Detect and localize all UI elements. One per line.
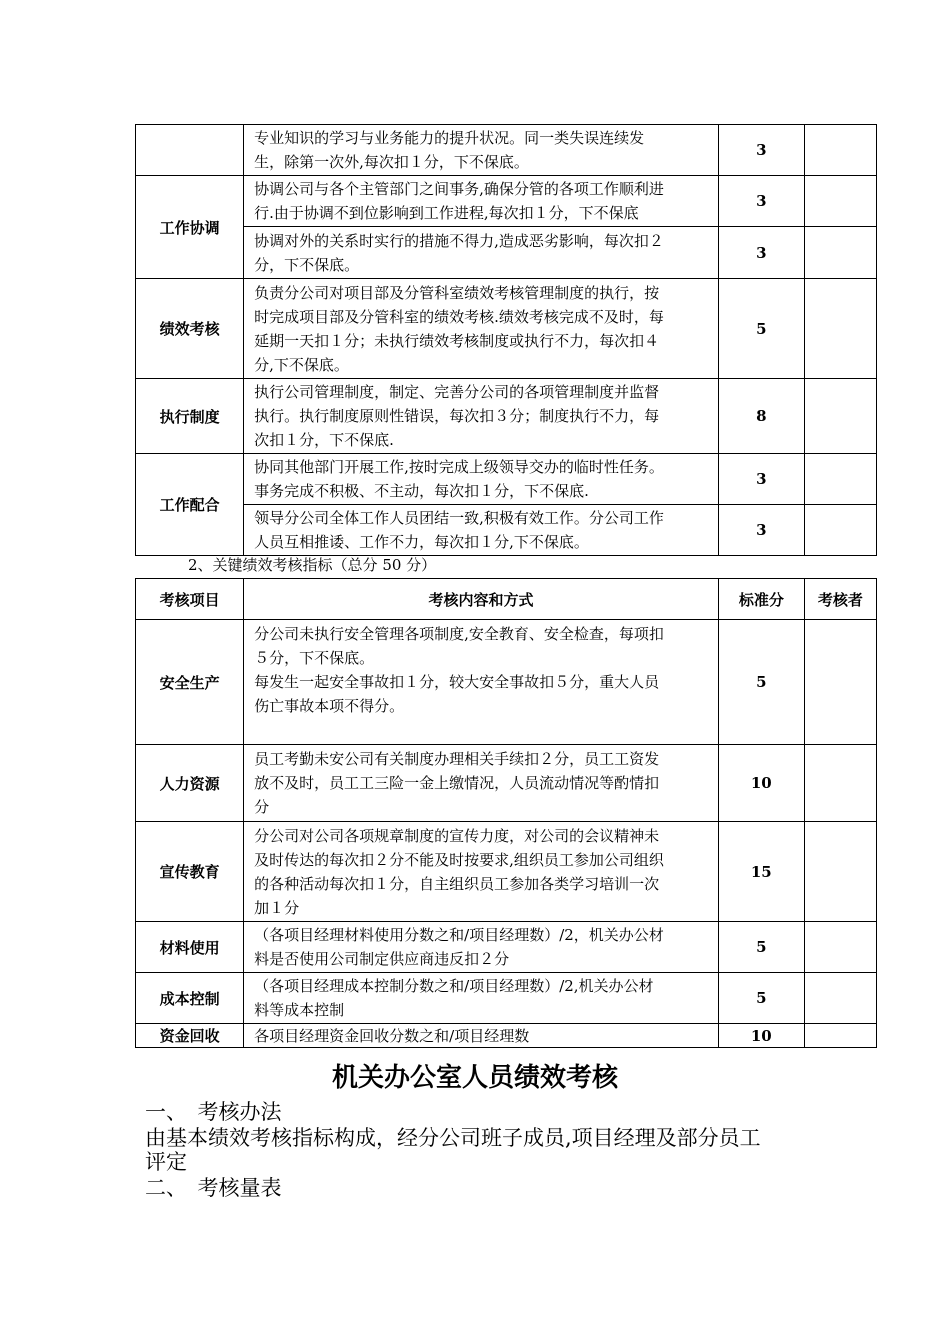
basic-indicator-table [135, 124, 877, 556]
assessor-cell [804, 227, 876, 279]
category-cell [136, 125, 244, 176]
header-assessor: 考核者 [804, 579, 876, 620]
header-project: 考核项目 [136, 579, 244, 620]
score-cell: 5 [718, 973, 804, 1024]
content-cell: 领导分公司全体工作人员团结一致,积极有效工作。分公司工作 人员互相推诿、工作不力，每次扣１分,下不保底。 [244, 505, 719, 556]
table-row [136, 125, 877, 176]
assessor-cell [804, 922, 876, 973]
category-cell: 绩效考核 [136, 279, 244, 379]
category-cell: 执行制度 [136, 379, 244, 454]
score-cell: 15 [718, 822, 804, 922]
table-row [136, 922, 877, 973]
score-cell: 3 [718, 125, 804, 176]
table-row [136, 505, 877, 556]
assessor-cell [804, 822, 876, 922]
table-row [136, 454, 877, 505]
table-row [136, 822, 877, 922]
category-cell: 人力资源 [136, 745, 244, 822]
table-row [136, 227, 877, 279]
assessor-cell [804, 379, 876, 454]
category-cell: 成本控制 [136, 973, 244, 1024]
assessor-cell [804, 973, 876, 1024]
section-title: 机关办公室人员绩效考核 [331, 1063, 618, 1093]
table-row [136, 1024, 877, 1048]
score-cell: 3 [718, 176, 804, 227]
score-cell: 5 [718, 620, 804, 745]
content-cell: （各项目经理成本控制分数之和/项目经理数）/2,机关办公材 料等成本控制 [244, 973, 719, 1024]
category-cell: 安全生产 [136, 620, 244, 745]
assessor-cell [804, 279, 876, 379]
table-row [136, 620, 877, 745]
score-cell: 10 [718, 1024, 804, 1048]
category-cell: 工作配合 [136, 454, 244, 556]
table-row [136, 176, 877, 227]
table-row [136, 745, 877, 822]
header-content: 考核内容和方式 [244, 579, 719, 620]
assessor-cell [804, 125, 876, 176]
content-cell: 协同其他部门开展工作,按时完成上级领导交办的临时性任务。 事务完成不积极、不主动，每次扣１分，下不保底. [244, 454, 719, 505]
method-heading: 一、 考核办法 [145, 1100, 282, 1124]
key-indicator-table [135, 578, 877, 1048]
category-cell: 宣传教育 [136, 822, 244, 922]
content-cell: 员工考勤未安公司有关制度办理相关手续扣２分，员工工资发 放不及时，员工工三险一金上缴情况，人员流动情况等酌情扣 分 [244, 745, 719, 822]
content-cell: 协调公司与各个主管部门之间事务,确保分管的各项工作顺利进 行.由于协调不到位影响到工作进程,每次扣１分，下不保底 [244, 176, 719, 227]
assessor-cell [804, 620, 876, 745]
content-cell: 分公司对公司各项规章制度的宣传力度，对公司的会议精神未 及时传达的每次扣２分不能及时按要求,组织员工参加公司组织 的各种活动每次扣１分，自主组织员工参加各类学习培训一次 加１分 [244, 822, 719, 922]
content-cell: 分公司未执行安全管理各项制度,安全教育、安全检查，每项扣 ５分，下不保底。 每发生一起安全事故扣１分，较大安全事故扣５分，重大人员 伤亡事故本项不得分。 [244, 620, 719, 745]
table-caption: 2、关键绩效考核指标（总分 50 分） [188, 556, 437, 574]
assessor-cell [804, 1024, 876, 1048]
category-cell: 材料使用 [136, 922, 244, 973]
score-cell: 8 [718, 379, 804, 454]
assessor-cell [804, 745, 876, 822]
category-cell: 工作协调 [136, 176, 244, 279]
category-cell: 资金回收 [136, 1024, 244, 1048]
score-cell: 10 [718, 745, 804, 822]
header-row [136, 579, 877, 620]
method-paragraph-line1: 由基本绩效考核指标构成，经分公司班子成员,项目经理及部分员工 [145, 1126, 761, 1150]
score-cell: 3 [718, 227, 804, 279]
content-cell: 执行公司管理制度，制定、完善分公司的各项管理制度并监督 执行。执行制度原则性错误，每次扣３分；制度执行不力，每 次扣１分，下不保底. [244, 379, 719, 454]
score-cell: 5 [718, 279, 804, 379]
table-row [136, 379, 877, 454]
content-cell: （各项目经理材料使用分数之和/项目经理数）/2，机关办公材 料是否使用公司制定供应商违反扣２分 [244, 922, 719, 973]
table-row [136, 973, 877, 1024]
content-cell: 负责分公司对项目部及分管科室绩效考核管理制度的执行，按 时完成项目部及分管科室的绩效考核.绩效考核完成不及时，每 延期一天扣１分；未执行绩效考核制度或执行不力，每次扣４ 分,下不保底。 [244, 279, 719, 379]
header-score: 标准分 [718, 579, 804, 620]
content-cell: 协调对外的关系时实行的措施不得力,造成恶劣影响，每次扣２ 分，下不保底。 [244, 227, 719, 279]
content-cell: 各项目经理资金回收分数之和/项目经理数 [244, 1024, 719, 1048]
assessor-cell [804, 505, 876, 556]
scale-heading: 二、 考核量表 [145, 1176, 282, 1200]
table-row [136, 279, 877, 379]
score-cell: 3 [718, 505, 804, 556]
assessor-cell [804, 454, 876, 505]
score-cell: 5 [718, 922, 804, 973]
content-cell: 专业知识的学习与业务能力的提升状况。同一类失误连续发 生，除第一次外,每次扣１分，下不保底。 [244, 125, 719, 176]
score-cell: 3 [718, 454, 804, 505]
method-paragraph-line2: 评定 [145, 1150, 187, 1174]
assessor-cell [804, 176, 876, 227]
